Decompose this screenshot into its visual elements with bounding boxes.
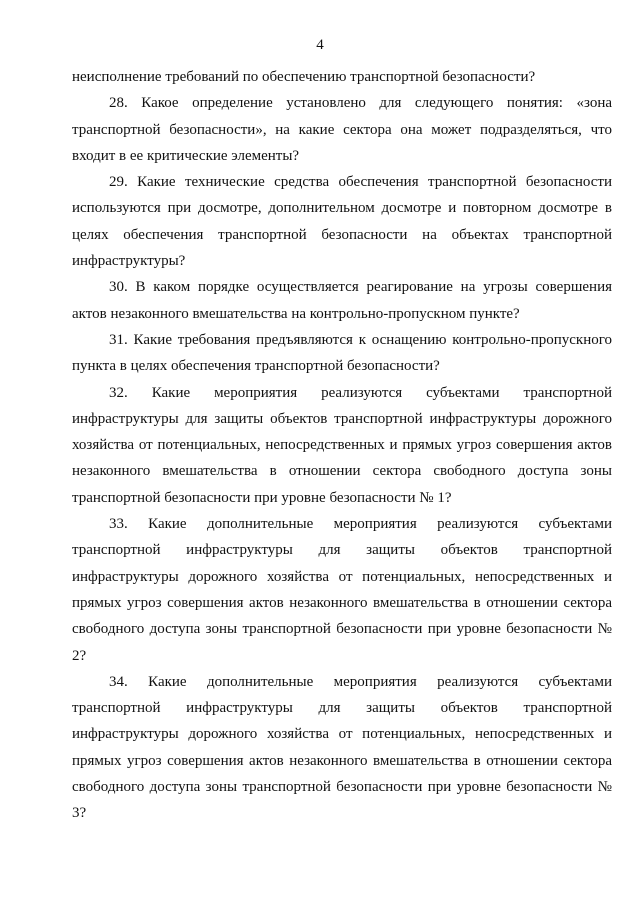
paragraph-continuation: неисполнение требований по обеспечению транспортной безопасности? [72, 69, 536, 85]
question-34: 34. Какие дополнительные мероприятия реализуются субъектами транспортной инфраструктуры для защиты объектов транспортной инфраструктуры дорожного хозяйства от потенциальных, непосредственных и прямых угроз совершения актов незаконного вмешательства в отношении сектора свободного доступа зоны транспортной безопасности при уровне безопасности № 3? [72, 673, 612, 822]
question-30: 30. В каком порядке осуществляется реагирование на угрозы совершения актов незаконного вмешательства на контрольно-пропускном пункте? [72, 279, 612, 322]
question-31: 31. Какие требования предъявляются к оснащению контрольно-пропускного пункта в целях обеспечения транспортной безопасности? [72, 331, 612, 375]
question-33: 33. Какие дополнительные мероприятия реализуются субъектами транспортной инфраструктуры для защиты объектов транспортной инфраструктуры дорожного хозяйства от потенциальных, непосредственных и прямых угроз совершения актов незаконного вмешательства в отношении сектора свободного доступа зоны транспортной безопасности при уровне безопасности № 2? [72, 516, 612, 664]
page-number: 4 [316, 37, 324, 53]
document-body [72, 64, 612, 827]
question-32: 32. Какие мероприятия реализуются субъектами транспортной инфраструктуры для защиты объектов транспортной инфраструктуры дорожного хозяйства от потенциальных, непосредственных и прямых угроз совершения актов незаконного вмешательства в отношении сектора свободного доступа зоны транспортной безопасности при уровне безопасности № 1? [72, 384, 612, 506]
question-29: 29. Какие технические средства обеспечения транспортной безопасности используются при досмотре, дополнительном досмотре и повторном досмотре в целях обеспечения транспортной безопасности на объектах транспортной инфраструктуры? [72, 174, 612, 270]
question-28: 28. Какое определение установлено для следующего понятия: «зона транспортной безопасности», на какие сектора она может подразделяться, что входит в ее критические элементы? [72, 95, 612, 164]
